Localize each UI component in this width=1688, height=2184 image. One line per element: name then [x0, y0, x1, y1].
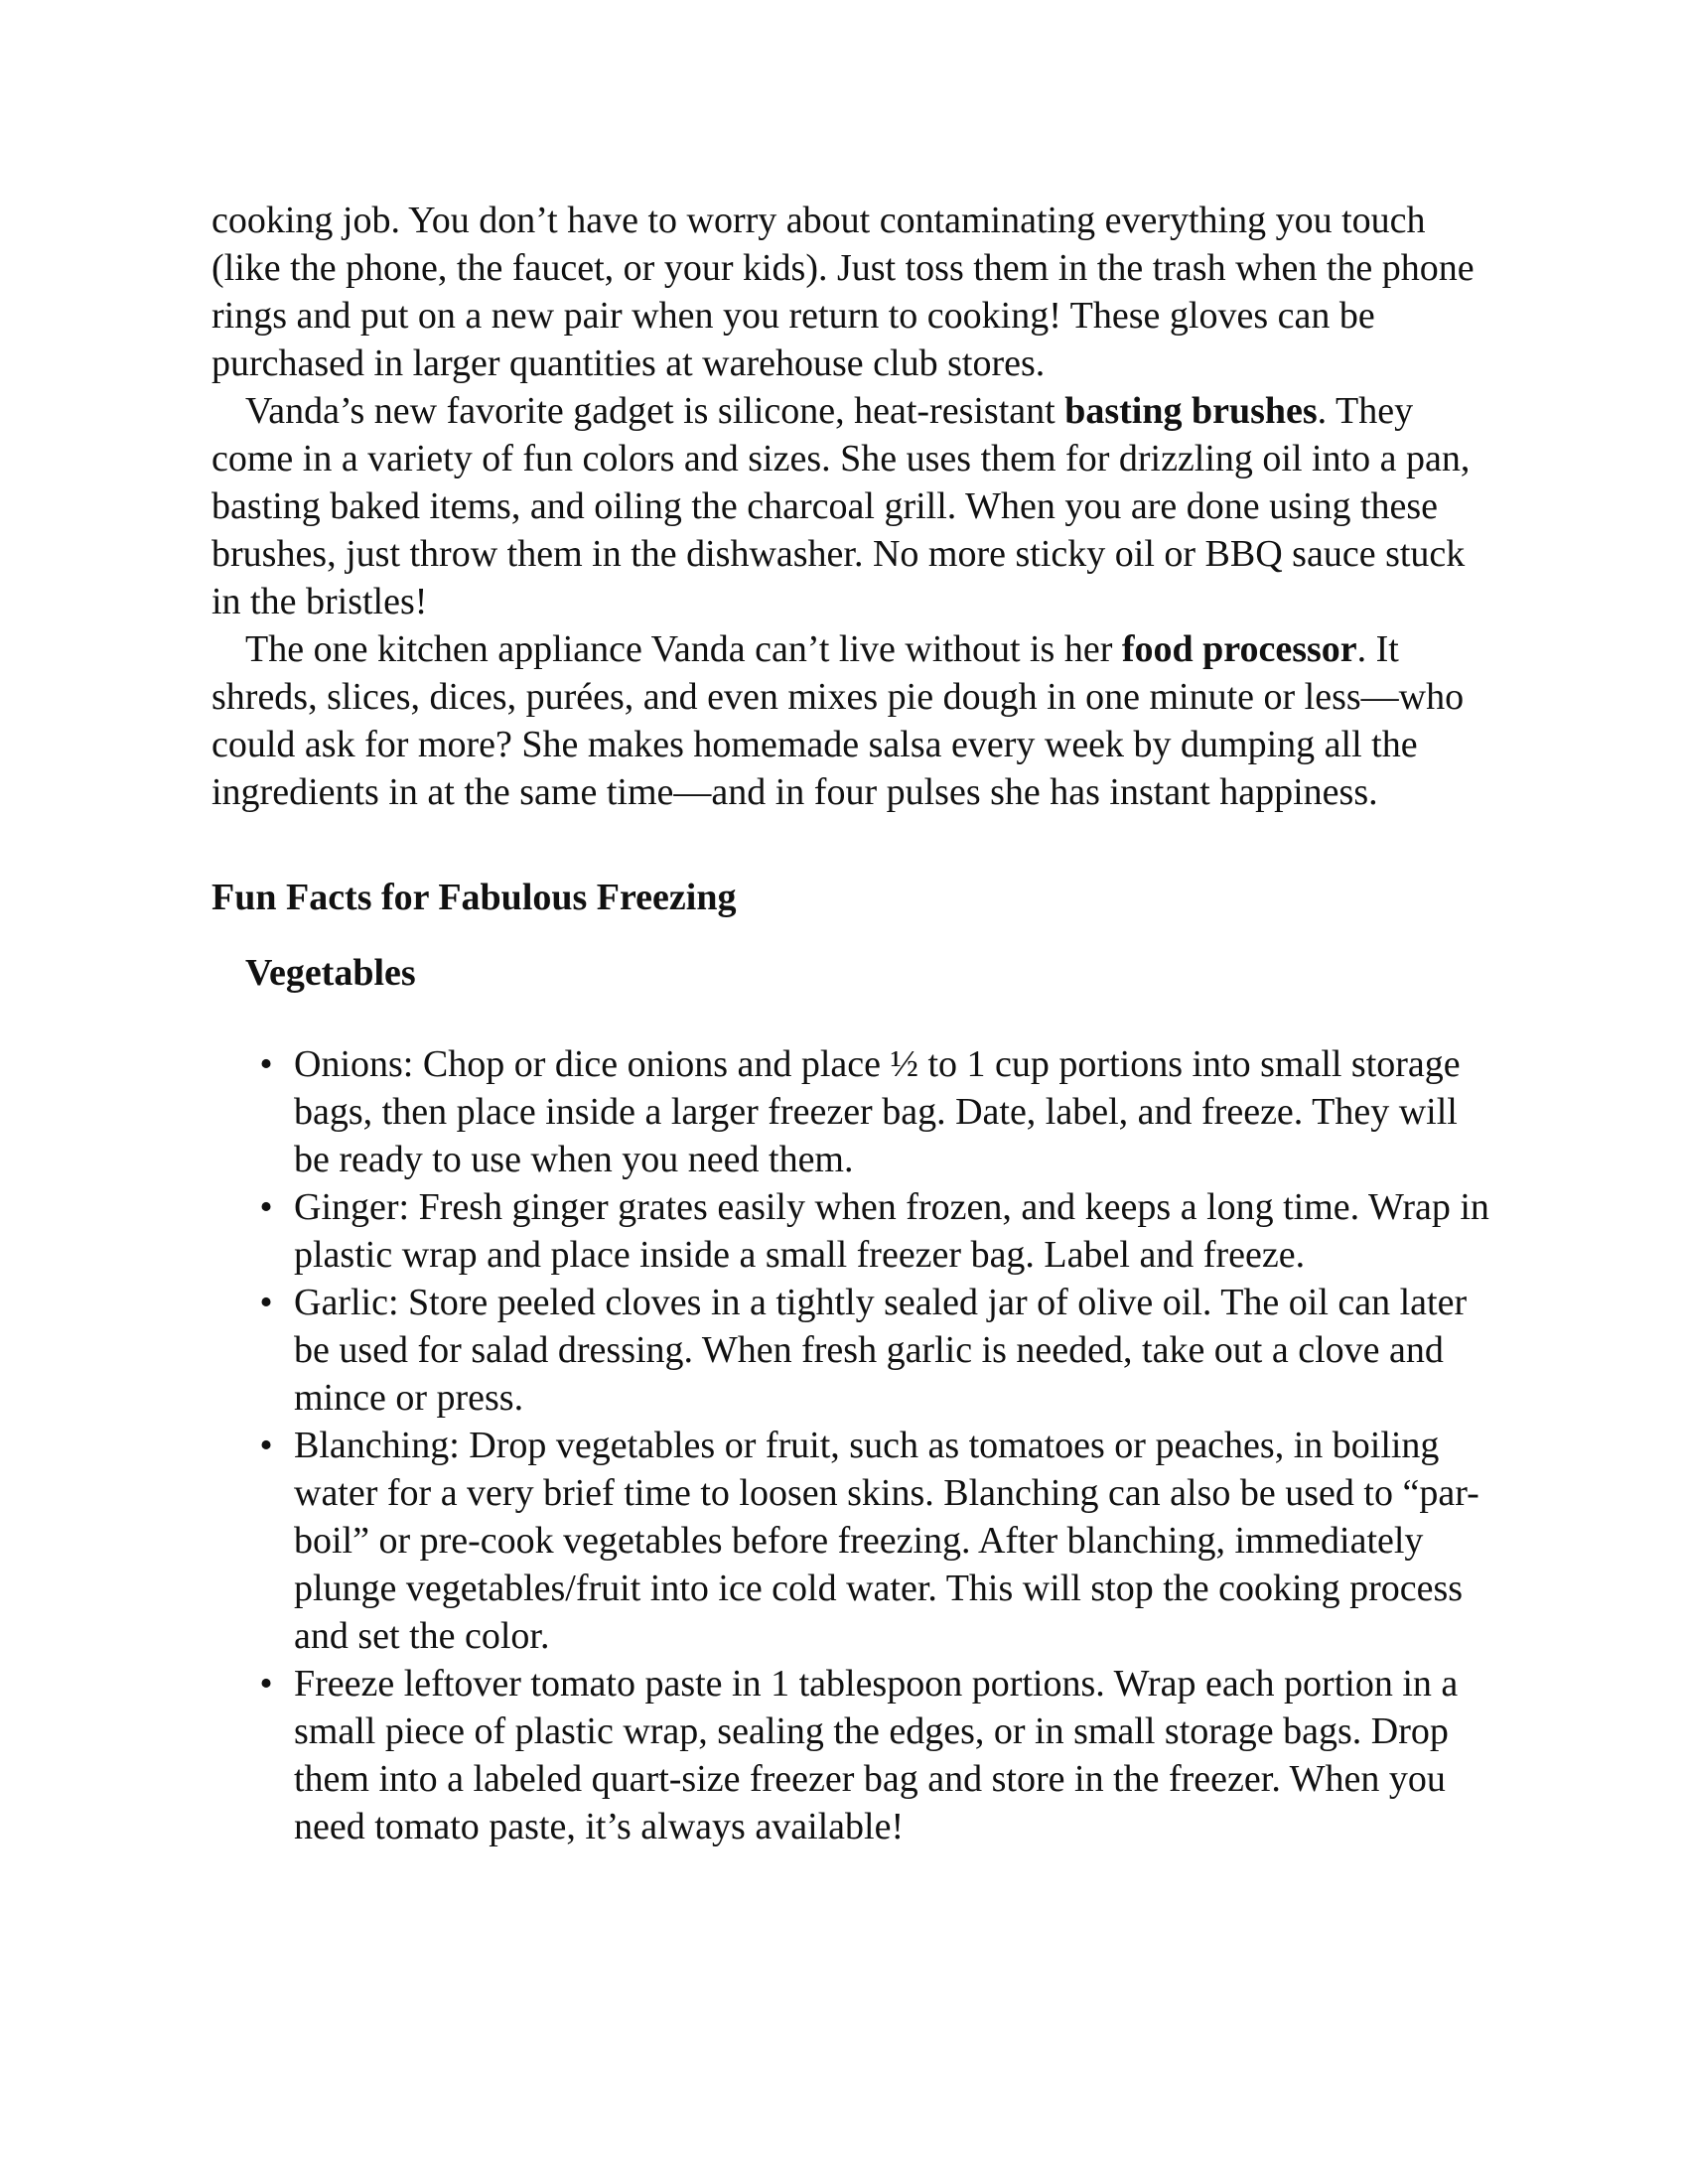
bullet-icon: • [259, 1186, 273, 1228]
bullet-icon: • [259, 1282, 273, 1323]
freezing-tips-list [211, 1040, 1502, 1850]
list-item-text: Onions: Chop or dice onions and place ½ to 1 cup portions into small storage bags, then place inside a larger freezer bag. Date, label, and freeze. They will be ready to use when you need them. [294, 1043, 1461, 1180]
list-item-garlic [211, 1279, 1502, 1422]
bold-term-food-processor: food processor [1121, 628, 1357, 670]
list-item-blanching [211, 1422, 1502, 1660]
bullet-icon: • [259, 1425, 273, 1466]
paragraph-text: The one kitchen appliance Vanda can’t live without is her [245, 628, 1122, 670]
paragraph-text: . They come in a variety of fun colors and sizes. She uses them for drizzling oil into a pan, basting baked items, and oiling the charcoal grill. When you are done using these brushes, just throw them in the dishwasher. No more sticky oil or BBQ sauce stuck in the bristles! [211, 390, 1471, 622]
paragraph-text: Vanda’s new favorite gadget is silicone, heat-resistant [245, 390, 1065, 432]
list-item-text: Blanching: Drop vegetables or fruit, such as tomatoes or peaches, in boiling water for a very brief time to loosen skins. Blanching can also be used to “par-boil” or pre-cook vegetables before freezing. After blanching, immediately plunge vegetables/fruit into ice cold water. This will stop the cooking process and set the color. [294, 1425, 1479, 1657]
list-item-text: Garlic: Store peeled cloves in a tightly sealed jar of olive oil. The oil can later be used for salad dressing. When fresh garlic is needed, take out a clove and mince or press. [294, 1282, 1468, 1419]
bullet-icon: • [259, 1663, 273, 1705]
list-item-text: Freeze leftover tomato paste in 1 tablespoon portions. Wrap each portion in a small piece of plastic wrap, sealing the edges, or in small storage bags. Drop them into a labeled quart-size freezer bag and store in the freezer. When you need tomato paste, it’s always available! [294, 1663, 1459, 1847]
list-item-text: Ginger: Fresh ginger grates easily when frozen, and keeps a long time. Wrap in plastic wrap and place inside a small freezer bag. Label and freeze. [294, 1186, 1489, 1276]
paragraph-food-processor [211, 625, 1502, 816]
list-item-ginger [211, 1183, 1502, 1279]
bullet-icon: • [259, 1043, 273, 1085]
paragraph-basting-brushes [211, 387, 1502, 625]
paragraph-text: . It shreds, slices, dices, purées, and even mixes pie dough in one minute or less—who could ask for more? She makes homemade salsa every week by dumping all the ingredients in at the same time—and in four pulses she has instant happiness. [211, 628, 1465, 813]
bold-term-basting-brushes: basting brushes [1064, 390, 1318, 432]
paragraph-gloves: cooking job. You don’t have to worry about contaminating everything you touch (like the phone, the faucet, or your kids). Just toss them in the trash when the phone rings and put on a new pair when you return to cooking! These gloves can be purchased in larger quantities at warehouse club stores. [211, 200, 1475, 384]
section-heading: Fun Facts for Fabulous Freezing [211, 877, 737, 918]
document-page [211, 197, 1502, 1850]
list-item-onions [211, 1040, 1502, 1183]
sub-heading-vegetables: Vegetables [245, 952, 416, 994]
list-item-tomato-paste [211, 1660, 1502, 1850]
